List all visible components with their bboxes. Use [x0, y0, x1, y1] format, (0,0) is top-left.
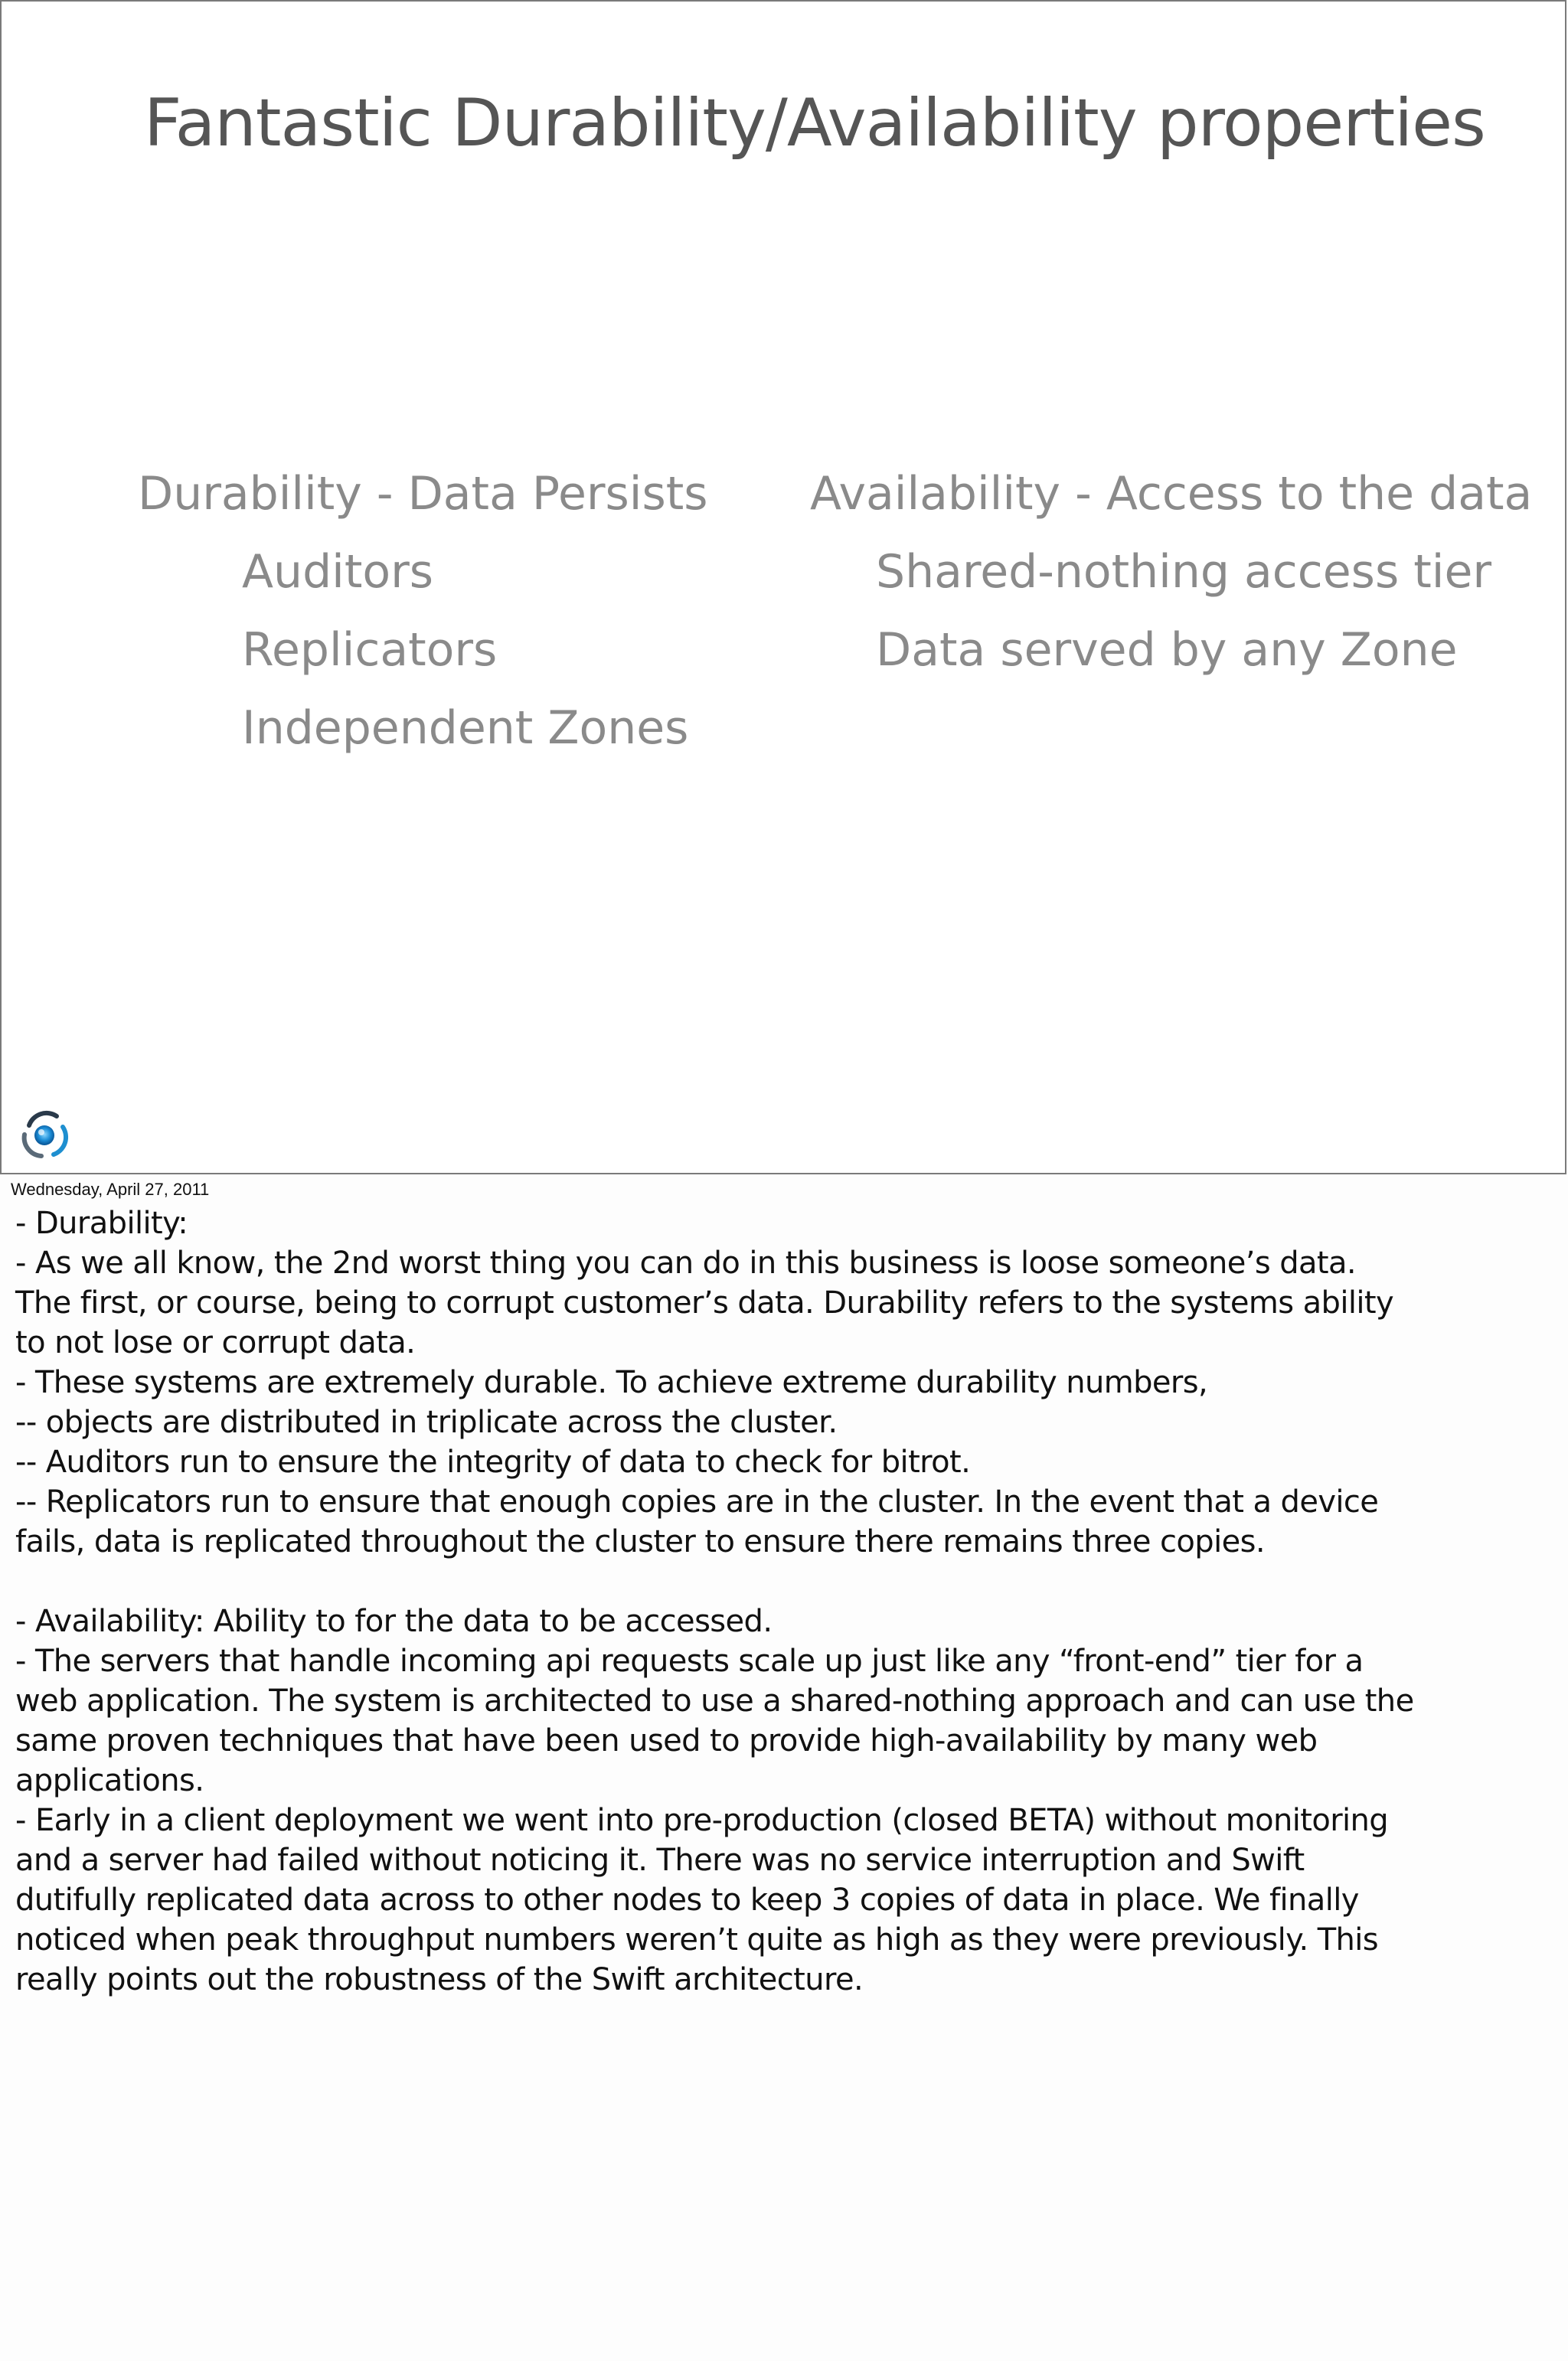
notes-line: -- Replicators run to ensure that enough copies are in the cluster. In the event that a device: [15, 1484, 1379, 1520]
durability-item-independent-zones: Independent Zones: [242, 701, 689, 755]
notes-line: really points out the robustness of the Swift architecture.: [15, 1962, 864, 1997]
slide-date: Wednesday, April 27, 2011: [11, 1180, 210, 1199]
notes-line: dutifully replicated data across to other nodes to keep 3 copies of data in place. We finally: [15, 1883, 1359, 1918]
notes-line: The first, or course, being to corrupt customer’s data. Durability refers to the systems ability: [15, 1285, 1394, 1321]
notes-line: -- objects are distributed in triplicate across the cluster.: [15, 1405, 838, 1440]
notes-line: - Durability:: [15, 1206, 188, 1241]
notes-line: - These systems are extremely durable. To achieve extreme durability numbers,: [15, 1365, 1208, 1400]
durability-heading: Durability - Data Persists: [138, 467, 708, 521]
slide: [0, 0, 1566, 1174]
speaker-notes: [15, 1203, 1554, 2000]
availability-heading: Availability - Access to the data: [810, 467, 1533, 521]
availability-item-any-zone: Data served by any Zone: [876, 623, 1458, 677]
notes-line: - Availability: Ability to for the data to be accessed.: [15, 1604, 773, 1639]
notes-line: web application. The system is architected to use a shared-nothing approach and can use the: [15, 1683, 1414, 1719]
availability-item-shared-nothing: Shared-nothing access tier: [876, 545, 1492, 599]
notes-line: and a server had failed without noticing it. There was no service interruption and Swift: [15, 1843, 1305, 1878]
notes-line: - Early in a client deployment we went into pre-production (closed BETA) without monitoring: [15, 1803, 1389, 1838]
notes-line: - The servers that handle incoming api requests scale up just like any “front-end” tier for a: [15, 1644, 1364, 1679]
notes-line: applications.: [15, 1763, 204, 1798]
durability-column: [138, 455, 708, 767]
availability-column: [810, 455, 1532, 689]
notes-line: - As we all know, the 2nd worst thing you can do in this business is loose someone’s data.: [15, 1246, 1357, 1281]
durability-item-auditors: Auditors: [242, 545, 433, 599]
notes-line: to not lose or corrupt data.: [15, 1325, 416, 1360]
slide-title: Fantastic Durability/Availability properties: [144, 85, 1485, 162]
notes-line: -- Auditors run to ensure the integrity of data to check for bitrot.: [15, 1445, 971, 1480]
notes-line: same proven techniques that have been used to provide high-availability by many web: [15, 1723, 1318, 1759]
durability-item-replicators: Replicators: [242, 623, 498, 677]
notes-line: noticed when peak throughput numbers weren’t quite as high as they were previously. This: [15, 1922, 1379, 1958]
notes-line: fails, data is replicated throughout the cluster to ensure there remains three copies.: [15, 1524, 1265, 1559]
swirl-logo-icon: [18, 1109, 70, 1161]
notes-blank-line: [15, 1562, 1554, 1602]
